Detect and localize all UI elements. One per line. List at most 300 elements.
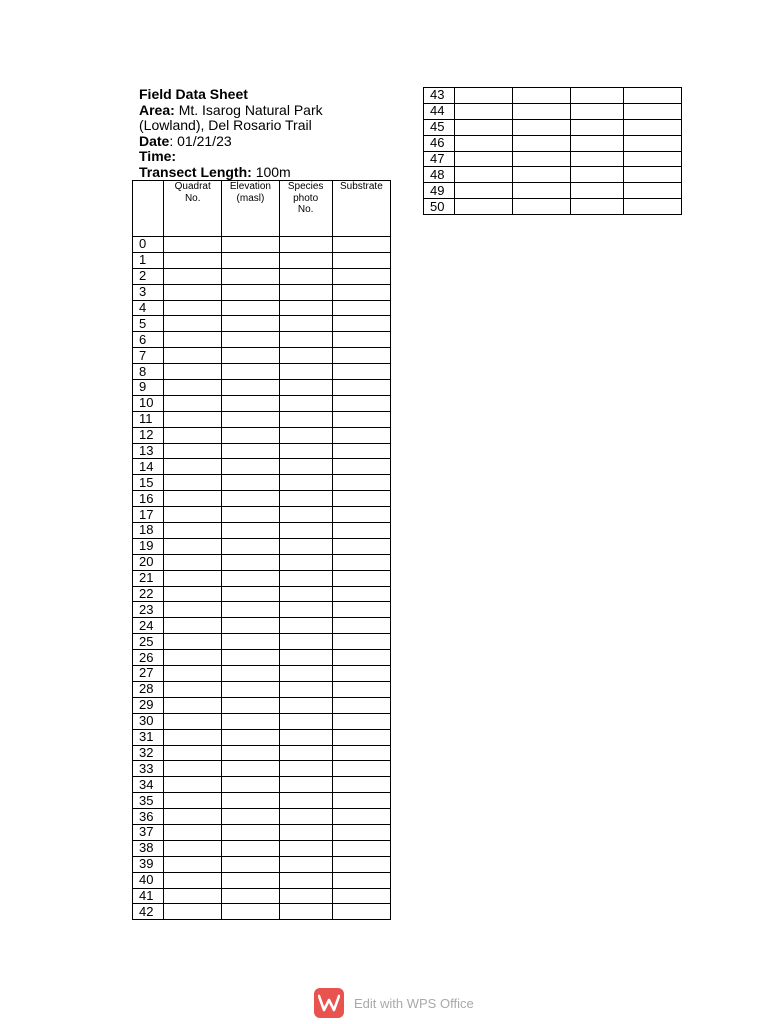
substrate-cell[interactable]	[623, 167, 681, 183]
table-row	[133, 507, 391, 523]
substrate-cell[interactable]	[332, 697, 390, 713]
elevation-cell[interactable]	[513, 151, 570, 167]
substrate-cell[interactable]	[332, 523, 390, 539]
elevation-cell[interactable]	[222, 411, 279, 427]
table-row	[133, 443, 391, 459]
species-photo-cell[interactable]	[279, 332, 332, 348]
quadrat-cell[interactable]	[164, 697, 222, 713]
quadrat-cell[interactable]	[164, 602, 222, 618]
row-number: 37	[133, 824, 164, 840]
elevation-cell[interactable]	[222, 681, 279, 697]
quadrat-cell[interactable]	[164, 268, 222, 284]
species-photo-cell[interactable]	[279, 411, 332, 427]
substrate-cell[interactable]	[623, 199, 681, 215]
substrate-cell[interactable]	[332, 252, 390, 268]
elevation-cell[interactable]	[513, 135, 570, 151]
quadrat-cell[interactable]	[164, 538, 222, 554]
species-photo-cell[interactable]	[279, 459, 332, 475]
substrate-cell[interactable]	[332, 872, 390, 888]
substrate-cell[interactable]	[332, 586, 390, 602]
elevation-cell[interactable]	[222, 475, 279, 491]
quadrat-cell[interactable]	[164, 284, 222, 300]
table-row	[424, 119, 682, 135]
row-number: 3	[133, 284, 164, 300]
elevation-cell[interactable]	[222, 554, 279, 570]
quadrat-cell[interactable]	[164, 745, 222, 761]
row-number: 28	[133, 681, 164, 697]
quadrat-cell[interactable]	[164, 824, 222, 840]
elevation-cell[interactable]	[222, 237, 279, 253]
elevation-cell[interactable]	[222, 824, 279, 840]
elevation-cell[interactable]	[222, 904, 279, 920]
quadrat-cell[interactable]	[164, 872, 222, 888]
area-label: Area:	[139, 101, 175, 118]
elevation-cell[interactable]	[222, 602, 279, 618]
species-photo-cell[interactable]	[279, 316, 332, 332]
quadrat-cell[interactable]	[164, 443, 222, 459]
table-row	[133, 904, 391, 920]
species-photo-cell[interactable]	[279, 507, 332, 523]
substrate-cell[interactable]	[332, 840, 390, 856]
species-photo-cell[interactable]	[279, 348, 332, 364]
elevation-cell[interactable]	[222, 618, 279, 634]
quadrat-cell[interactable]	[164, 666, 222, 682]
table-row	[133, 824, 391, 840]
species-photo-cell[interactable]	[279, 888, 332, 904]
species-photo-cell[interactable]	[279, 491, 332, 507]
row-number: 22	[133, 586, 164, 602]
quadrat-cell[interactable]	[164, 395, 222, 411]
quadrat-cell[interactable]	[164, 634, 222, 650]
species-photo-cell[interactable]	[279, 824, 332, 840]
substrate-cell[interactable]	[332, 284, 390, 300]
quadrat-cell[interactable]	[164, 364, 222, 380]
substrate-cell[interactable]	[332, 602, 390, 618]
quadrat-cell[interactable]	[455, 199, 513, 215]
elevation-cell[interactable]	[513, 103, 570, 119]
species-photo-cell[interactable]	[570, 135, 623, 151]
species-photo-cell[interactable]	[279, 237, 332, 253]
substrate-cell[interactable]	[332, 618, 390, 634]
quadrat-cell[interactable]	[164, 237, 222, 253]
elevation-cell[interactable]	[222, 459, 279, 475]
row-number: 17	[133, 507, 164, 523]
quadrat-cell[interactable]	[164, 713, 222, 729]
quadrat-cell[interactable]	[164, 809, 222, 825]
table-row	[133, 840, 391, 856]
row-number: 45	[424, 119, 455, 135]
sheet-title: Field Data Sheet	[139, 86, 248, 102]
elevation-cell[interactable]	[222, 507, 279, 523]
row-number: 43	[424, 88, 455, 104]
species-photo-cell[interactable]	[570, 167, 623, 183]
table-row	[133, 300, 391, 316]
quadrat-no-header: Quadrat No.	[164, 181, 222, 237]
quadrat-cell[interactable]	[164, 380, 222, 396]
table-row	[133, 777, 391, 793]
table-row	[424, 88, 682, 104]
elevation-cell[interactable]	[222, 809, 279, 825]
substrate-cell[interactable]	[332, 681, 390, 697]
species-photo-cell[interactable]	[279, 840, 332, 856]
table-row	[133, 745, 391, 761]
wps-edit-banner[interactable]	[314, 988, 474, 1018]
row-number: 39	[133, 856, 164, 872]
elevation-cell[interactable]	[513, 119, 570, 135]
substrate-cell[interactable]	[332, 634, 390, 650]
row-number: 24	[133, 618, 164, 634]
table-row	[424, 183, 682, 199]
substrate-cell[interactable]	[332, 411, 390, 427]
table-row	[133, 538, 391, 554]
row-number: 49	[424, 183, 455, 199]
row-number: 7	[133, 348, 164, 364]
elevation-cell[interactable]	[222, 316, 279, 332]
row-number: 10	[133, 395, 164, 411]
species-photo-cell[interactable]	[279, 284, 332, 300]
table-row	[133, 411, 391, 427]
substrate-cell[interactable]	[332, 761, 390, 777]
species-photo-cell[interactable]	[279, 777, 332, 793]
table-row	[424, 167, 682, 183]
substrate-header: Substrate	[332, 181, 390, 237]
row-number: 31	[133, 729, 164, 745]
species-photo-cell[interactable]	[279, 427, 332, 443]
substrate-cell[interactable]	[332, 650, 390, 666]
species-photo-cell[interactable]	[570, 183, 623, 199]
quadrat-cell[interactable]	[455, 103, 513, 119]
table-row	[133, 348, 391, 364]
quadrat-cell[interactable]	[164, 618, 222, 634]
table-row	[133, 697, 391, 713]
species-photo-cell[interactable]	[279, 570, 332, 586]
area-value-2: (Lowland), Del Rosario Trail	[139, 117, 312, 133]
substrate-cell[interactable]	[623, 88, 681, 104]
elevation-cell[interactable]	[222, 538, 279, 554]
quadrat-cell[interactable]	[164, 761, 222, 777]
species-photo-cell[interactable]	[279, 380, 332, 396]
substrate-cell[interactable]	[623, 183, 681, 199]
row-number: 36	[133, 809, 164, 825]
quadrat-cell[interactable]	[164, 888, 222, 904]
quadrat-cell[interactable]	[164, 554, 222, 570]
elevation-cell[interactable]	[222, 650, 279, 666]
table-row	[133, 634, 391, 650]
elevation-cell[interactable]	[222, 888, 279, 904]
species-photo-cell[interactable]	[279, 745, 332, 761]
table-row	[133, 856, 391, 872]
row-number: 14	[133, 459, 164, 475]
wps-edit-label[interactable]: Edit with WPS Office	[354, 995, 474, 1011]
substrate-cell[interactable]	[332, 824, 390, 840]
substrate-cell[interactable]	[332, 300, 390, 316]
species-photo-cell[interactable]	[279, 554, 332, 570]
elevation-cell[interactable]	[222, 523, 279, 539]
species-photo-cell[interactable]	[279, 602, 332, 618]
species-photo-cell[interactable]	[570, 103, 623, 119]
table-row	[133, 237, 391, 253]
quadrat-cell[interactable]	[164, 570, 222, 586]
table-row	[133, 284, 391, 300]
substrate-cell[interactable]	[332, 856, 390, 872]
substrate-cell[interactable]	[332, 507, 390, 523]
species-photo-cell[interactable]	[570, 151, 623, 167]
time-line	[139, 149, 409, 165]
elevation-cell[interactable]	[222, 443, 279, 459]
date-line	[139, 134, 409, 150]
table-row	[133, 491, 391, 507]
species-photo-cell[interactable]	[279, 634, 332, 650]
elevation-cell[interactable]	[222, 300, 279, 316]
row-number: 25	[133, 634, 164, 650]
quadrat-cell[interactable]	[164, 348, 222, 364]
elevation-cell[interactable]	[222, 284, 279, 300]
substrate-cell[interactable]	[332, 888, 390, 904]
species-photo-cell[interactable]	[279, 523, 332, 539]
table-row	[133, 523, 391, 539]
transect-label: Transect Length:	[139, 163, 252, 180]
substrate-cell[interactable]	[332, 745, 390, 761]
substrate-cell[interactable]	[332, 777, 390, 793]
date-label: Date	[139, 132, 170, 149]
substrate-cell[interactable]	[332, 268, 390, 284]
species-photo-cell[interactable]	[570, 199, 623, 215]
row-number: 18	[133, 523, 164, 539]
substrate-cell[interactable]	[332, 491, 390, 507]
species-photo-cell[interactable]	[279, 872, 332, 888]
table-row	[133, 395, 391, 411]
substrate-cell[interactable]	[623, 151, 681, 167]
quadrat-cell[interactable]	[164, 507, 222, 523]
row-number: 30	[133, 713, 164, 729]
row-number: 21	[133, 570, 164, 586]
row-number: 33	[133, 761, 164, 777]
quadrat-cell[interactable]	[164, 777, 222, 793]
substrate-cell[interactable]	[332, 427, 390, 443]
elevation-cell[interactable]	[222, 491, 279, 507]
substrate-cell[interactable]	[332, 666, 390, 682]
row-number: 27	[133, 666, 164, 682]
elevation-cell[interactable]	[222, 761, 279, 777]
substrate-cell[interactable]	[623, 119, 681, 135]
row-number: 50	[424, 199, 455, 215]
substrate-cell[interactable]	[332, 332, 390, 348]
substrate-cell[interactable]	[332, 793, 390, 809]
species-photo-cell[interactable]	[279, 252, 332, 268]
quadrat-cell[interactable]	[455, 119, 513, 135]
table-row	[133, 888, 391, 904]
species-photo-cell[interactable]	[279, 856, 332, 872]
elevation-cell[interactable]	[222, 697, 279, 713]
elevation-cell[interactable]	[513, 199, 570, 215]
substrate-cell[interactable]	[332, 380, 390, 396]
substrate-cell[interactable]	[623, 103, 681, 119]
row-number: 6	[133, 332, 164, 348]
date-value: : 01/21/23	[169, 132, 232, 149]
quadrat-cell[interactable]	[455, 88, 513, 104]
quadrat-cell[interactable]	[164, 729, 222, 745]
species-photo-cell[interactable]	[279, 300, 332, 316]
elevation-cell[interactable]	[222, 840, 279, 856]
quadrat-cell[interactable]	[164, 793, 222, 809]
species-photo-cell[interactable]	[279, 395, 332, 411]
elevation-cell[interactable]	[222, 348, 279, 364]
quadrat-cell[interactable]	[164, 491, 222, 507]
substrate-cell[interactable]	[332, 348, 390, 364]
row-number: 11	[133, 411, 164, 427]
elevation-cell[interactable]	[222, 634, 279, 650]
quadrat-cell[interactable]	[164, 681, 222, 697]
species-photo-cell[interactable]	[279, 443, 332, 459]
elevation-cell[interactable]	[222, 268, 279, 284]
substrate-cell[interactable]	[332, 443, 390, 459]
elevation-cell[interactable]	[222, 856, 279, 872]
quadrat-cell[interactable]	[455, 135, 513, 151]
species-photo-cell[interactable]	[279, 650, 332, 666]
elevation-cell[interactable]	[222, 793, 279, 809]
quadrat-cell[interactable]	[164, 411, 222, 427]
species-photo-cell[interactable]	[570, 119, 623, 135]
row-number: 15	[133, 475, 164, 491]
elevation-cell[interactable]	[222, 427, 279, 443]
substrate-cell[interactable]	[332, 713, 390, 729]
substrate-cell[interactable]	[332, 459, 390, 475]
elevation-cell[interactable]	[513, 88, 570, 104]
elevation-cell[interactable]	[222, 666, 279, 682]
row-number: 2	[133, 268, 164, 284]
elevation-cell[interactable]	[222, 777, 279, 793]
row-number: 48	[424, 167, 455, 183]
row-number: 16	[133, 491, 164, 507]
elevation-cell[interactable]	[222, 713, 279, 729]
row-number: 12	[133, 427, 164, 443]
substrate-cell[interactable]	[332, 538, 390, 554]
row-number: 13	[133, 443, 164, 459]
substrate-cell[interactable]	[332, 904, 390, 920]
species-photo-cell[interactable]	[279, 268, 332, 284]
elevation-cell[interactable]	[513, 183, 570, 199]
species-photo-cell[interactable]	[279, 681, 332, 697]
substrate-cell[interactable]	[332, 364, 390, 380]
species-photo-cell[interactable]	[570, 88, 623, 104]
species-photo-cell[interactable]	[279, 904, 332, 920]
elevation-cell[interactable]	[513, 167, 570, 183]
quadrat-cell[interactable]	[164, 523, 222, 539]
table-row	[133, 554, 391, 570]
table-row	[133, 793, 391, 809]
row-number: 46	[424, 135, 455, 151]
substrate-cell[interactable]	[332, 729, 390, 745]
substrate-cell[interactable]	[623, 135, 681, 151]
elevation-cell[interactable]	[222, 745, 279, 761]
substrate-cell[interactable]	[332, 237, 390, 253]
quadrat-cell[interactable]	[164, 904, 222, 920]
species-photo-cell[interactable]	[279, 809, 332, 825]
elevation-cell[interactable]	[222, 586, 279, 602]
table-row	[133, 268, 391, 284]
table-row	[133, 332, 391, 348]
species-photo-cell[interactable]	[279, 475, 332, 491]
elevation-cell[interactable]	[222, 570, 279, 586]
elevation-cell[interactable]	[222, 364, 279, 380]
quadrat-cell[interactable]	[164, 427, 222, 443]
row-number: 20	[133, 554, 164, 570]
quadrat-cell[interactable]	[164, 856, 222, 872]
species-photo-cell[interactable]	[279, 364, 332, 380]
table-row	[133, 586, 391, 602]
table-row	[133, 252, 391, 268]
species-photo-cell[interactable]	[279, 538, 332, 554]
species-photo-cell[interactable]	[279, 666, 332, 682]
row-number: 0	[133, 237, 164, 253]
quadrat-cell[interactable]	[164, 316, 222, 332]
row-number: 42	[133, 904, 164, 920]
species-photo-cell[interactable]	[279, 793, 332, 809]
table-row	[133, 459, 391, 475]
row-number: 19	[133, 538, 164, 554]
quadrat-cell[interactable]	[164, 840, 222, 856]
row-number: 44	[424, 103, 455, 119]
table-row	[133, 364, 391, 380]
substrate-cell[interactable]	[332, 475, 390, 491]
quadrat-cell[interactable]	[164, 586, 222, 602]
species-photo-cell[interactable]	[279, 729, 332, 745]
quadrat-cell[interactable]	[164, 332, 222, 348]
substrate-cell[interactable]	[332, 570, 390, 586]
substrate-cell[interactable]	[332, 554, 390, 570]
elevation-cell[interactable]	[222, 872, 279, 888]
quadrat-cell[interactable]	[164, 475, 222, 491]
elevation-header: Elevation (masl)	[222, 181, 279, 237]
quadrat-cell[interactable]	[164, 252, 222, 268]
quadrat-cell[interactable]	[164, 650, 222, 666]
elevation-cell[interactable]	[222, 380, 279, 396]
substrate-cell[interactable]	[332, 316, 390, 332]
species-photo-cell[interactable]	[279, 586, 332, 602]
substrate-cell[interactable]	[332, 395, 390, 411]
species-photo-cell[interactable]	[279, 697, 332, 713]
elevation-cell[interactable]	[222, 729, 279, 745]
table-header-row	[133, 181, 391, 237]
quadrat-cell[interactable]	[455, 167, 513, 183]
species-photo-cell[interactable]	[279, 713, 332, 729]
table-row	[133, 650, 391, 666]
table-row	[133, 729, 391, 745]
quadrat-cell[interactable]	[164, 300, 222, 316]
species-photo-cell[interactable]	[279, 618, 332, 634]
quadrat-cell[interactable]	[164, 459, 222, 475]
table-row	[133, 681, 391, 697]
species-photo-header: Species photo No.	[279, 181, 332, 237]
substrate-cell[interactable]	[332, 809, 390, 825]
species-photo-cell[interactable]	[279, 761, 332, 777]
elevation-cell[interactable]	[222, 332, 279, 348]
elevation-cell[interactable]	[222, 395, 279, 411]
table-row	[424, 151, 682, 167]
quadrat-cell[interactable]	[455, 151, 513, 167]
table-row	[133, 713, 391, 729]
row-number: 23	[133, 602, 164, 618]
elevation-cell[interactable]	[222, 252, 279, 268]
table-row	[133, 761, 391, 777]
table-row	[133, 475, 391, 491]
row-number: 26	[133, 650, 164, 666]
time-label: Time:	[139, 148, 177, 164]
row-number: 4	[133, 300, 164, 316]
table-row	[133, 427, 391, 443]
table-row	[424, 135, 682, 151]
quadrat-cell[interactable]	[455, 183, 513, 199]
